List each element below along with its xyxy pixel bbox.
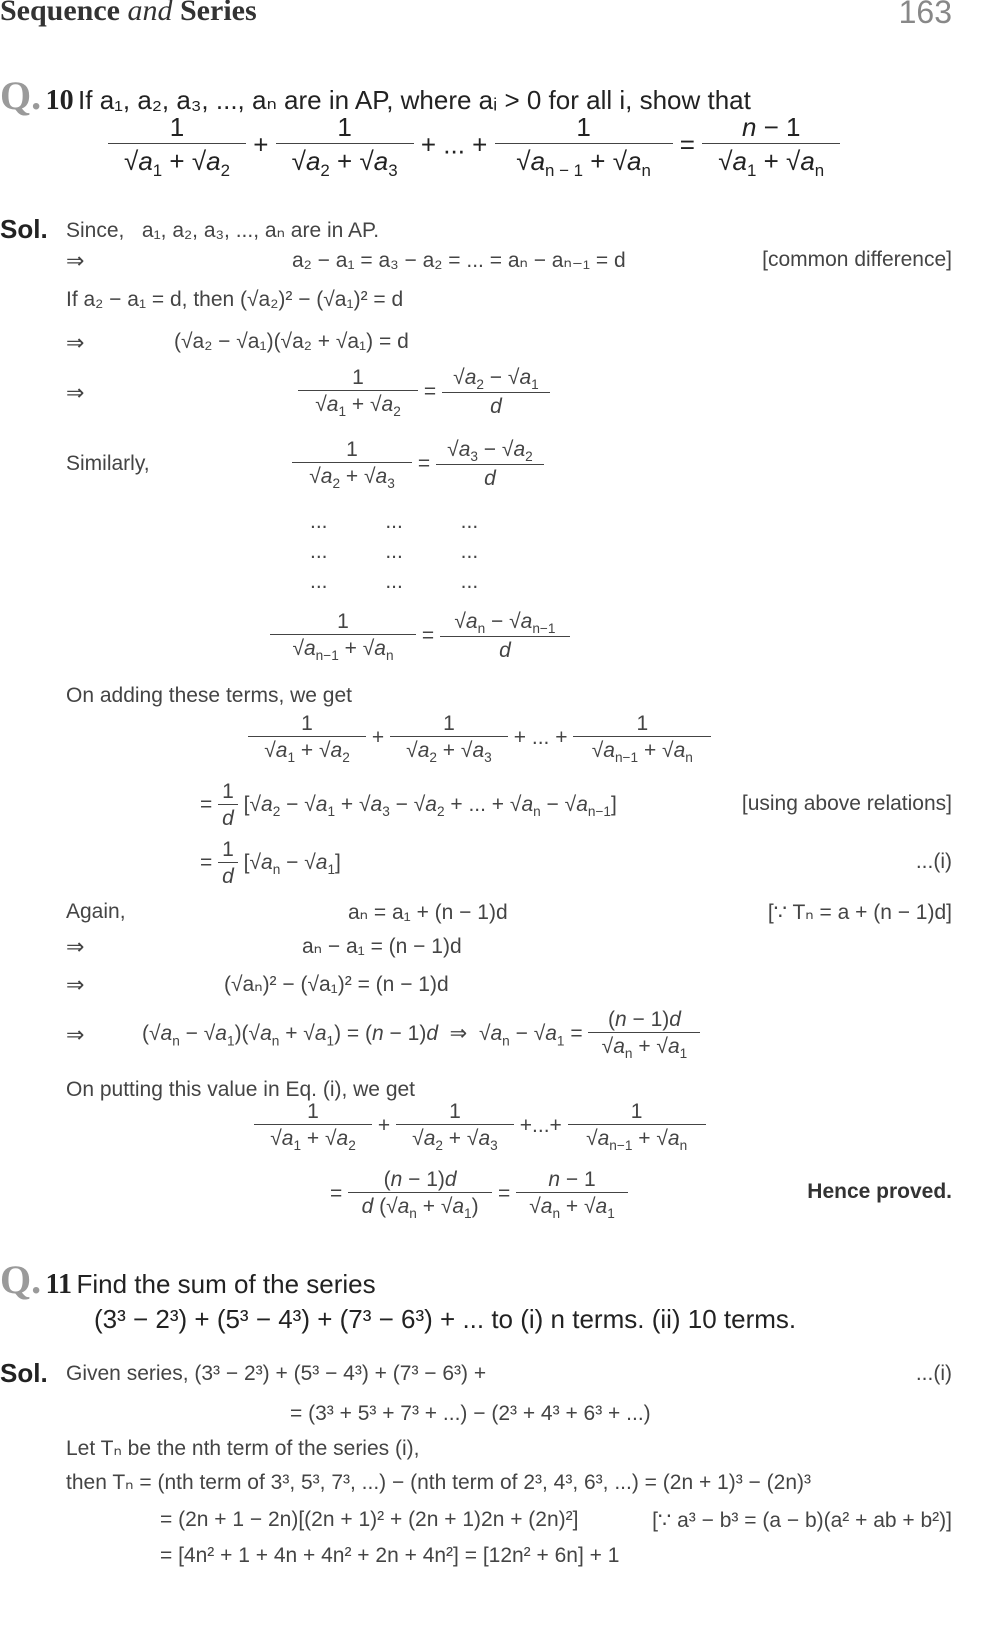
sol-line: = $\frac{1}{d}$ [$√a_2 - √a_1 + √a_3 - √a_2$ + ... + $√a_n - √a_{n-1}$] (200, 780, 617, 830)
solution-label: Sol. (0, 214, 48, 244)
sol-line: (√a₂ − √a₁)(√a₂ + √a₁) = d (174, 330, 409, 353)
hence-proved: Hence proved. (807, 1180, 952, 1203)
sol-lead: Similarly, (66, 452, 150, 475)
implies-icon: ⇒ (66, 1022, 85, 1047)
sol-line: Since, a₁, a₂, a₃, ..., aₙ are in AP. (66, 219, 380, 242)
sol-lead: On putting this value in Eq. (i), we get (66, 1078, 416, 1101)
sol-line: If a₂ − a₁ = d, then (√a₂)² − (√a₁)² = d (66, 288, 404, 311)
implies-icon: ⇒ (66, 972, 85, 997)
implies-icon: ⇒ (66, 248, 85, 273)
eq-ref: ...(i) (915, 850, 952, 873)
sol-line: (√aₙ)² − (√a₁)² = (n − 1)d (224, 973, 449, 996)
ellipsis-row: ... ... ... (310, 570, 479, 593)
chapter-title: Sequence and Series (0, 0, 257, 27)
eq-ref: ...(i) (915, 1362, 952, 1385)
question-number: 11 (45, 1269, 73, 1300)
sol-line: $\frac{1}{√a_2 + √a_3}$ = $\frac{√a_3 - √a_2}{d}$ (292, 438, 544, 491)
sol-note: [∵ a³ − b³ = (a − b)(a² + ab + b²)] (652, 1509, 952, 1532)
ellipsis-row: ... ... ... (310, 510, 479, 533)
sol-line: $\frac{1}{√a_1 + √a_2}$ = $\frac{√a_2 - √a_1}{d}$ (298, 366, 550, 419)
question-number: 10 (45, 85, 74, 116)
question-marker: Q. (0, 73, 42, 118)
question-10-equation: $\frac{1}{√a_1 + √a_2}$ + $\frac{1}{√a_2 + √a_3}$ + ... + $\frac{1}{√a_{n - 1} + √a_n}$ = $\frac{n - 1}{√a_1 + √a_n}$ (108, 112, 840, 181)
sol-line: then Tₙ = (nth term of 3³, 5³, 7³, ...) − (nth term of 2³, 4³, 6³, ...) = (2n + 1)³ − (2n)³ (66, 1471, 811, 1494)
question-text: If a₁, a₂, a₃, ..., aₙ are in AP, where aᵢ > 0 for all i, show that (78, 85, 751, 115)
sol-line: $\frac{1}{√a_1 + √a_2}$ + $\frac{1}{√a_2 + √a_3}$ + ... + $\frac{1}{√a_{n-1} + √a_n}$ (248, 712, 711, 765)
sol-line: aₙ = a₁ + (n − 1)d (348, 901, 508, 924)
ellipsis-row: ... ... ... (310, 540, 479, 563)
sol-lead: Again, (66, 900, 126, 923)
sol-line: $\frac{1}{√a_1 + √a_2}$ + $\frac{1}{√a_2 + √a_3}$ +...+ $\frac{1}{√a_{n-1} + √a_n}$ (254, 1100, 706, 1153)
sol-line: = $\frac{(n - 1)d}{d (√a_n + √a_1)}$ = $\frac{n - 1}{√a_n + √a_1}$ (330, 1168, 628, 1221)
sol-line: a₂ − a₁ = a₃ − a₂ = ... = aₙ − aₙ₋₁ = d (292, 249, 626, 272)
question-11-heading (0, 1256, 376, 1303)
sol-line: $\frac{1}{√a_{n-1} + √a_n}$ = $\frac{√a_n - √a_{n-1}}{d}$ (270, 610, 570, 663)
sol-line: $(√a_n - √a_1)(√a_n + √a_1) = (n - 1)d$ ⇒ $√a_n - √a_1$ = $\frac{(n - 1)d}{√a_n + √a_1}$ (142, 1008, 700, 1061)
sol-line: = [4n² + 1 + 4n + 4n² + 2n + 4n²] = [12n² + 6n] + 1 (160, 1544, 620, 1567)
sol-note: [common difference] (762, 248, 952, 271)
sol-line: = (2n + 1 − 2n)[(2n + 1)² + (2n + 1)2n + (2n)²] (160, 1508, 579, 1531)
sol-note: [using above relations] (741, 792, 952, 815)
implies-icon: ⇒ (66, 330, 85, 355)
implies-icon: ⇒ (66, 934, 85, 959)
sol-line: aₙ − a₁ = (n − 1)d (302, 935, 462, 958)
implies-icon: ⇒ (66, 380, 85, 405)
question-text: Find the sum of the series (76, 1269, 376, 1299)
solution-label: Sol. (0, 1358, 48, 1388)
sol-line: = $\frac{1}{d}$ $[√a_n - √a_1]$ (200, 838, 341, 888)
page-number: 163 (898, 0, 952, 30)
sol-lead: On adding these terms, we get (66, 684, 352, 707)
question-marker: Q. (0, 1257, 42, 1302)
sol-line: Given series, (3³ − 2³) + (5³ − 4³) + (7³ − 6³) + (66, 1362, 487, 1385)
sol-note: [∵ Tₙ = a + (n − 1)d] (767, 901, 952, 924)
sol-line: Let Tₙ be the nth term of the series (i), (66, 1437, 420, 1460)
question-11-equation: (3³ − 2³) + (5³ − 4³) + (7³ − 6³) + ... to (i) n terms. (ii) 10 terms. (94, 1304, 797, 1334)
sol-line: = (3³ + 5³ + 7³ + ...) − (2³ + 4³ + 6³ + ...) (290, 1402, 651, 1425)
